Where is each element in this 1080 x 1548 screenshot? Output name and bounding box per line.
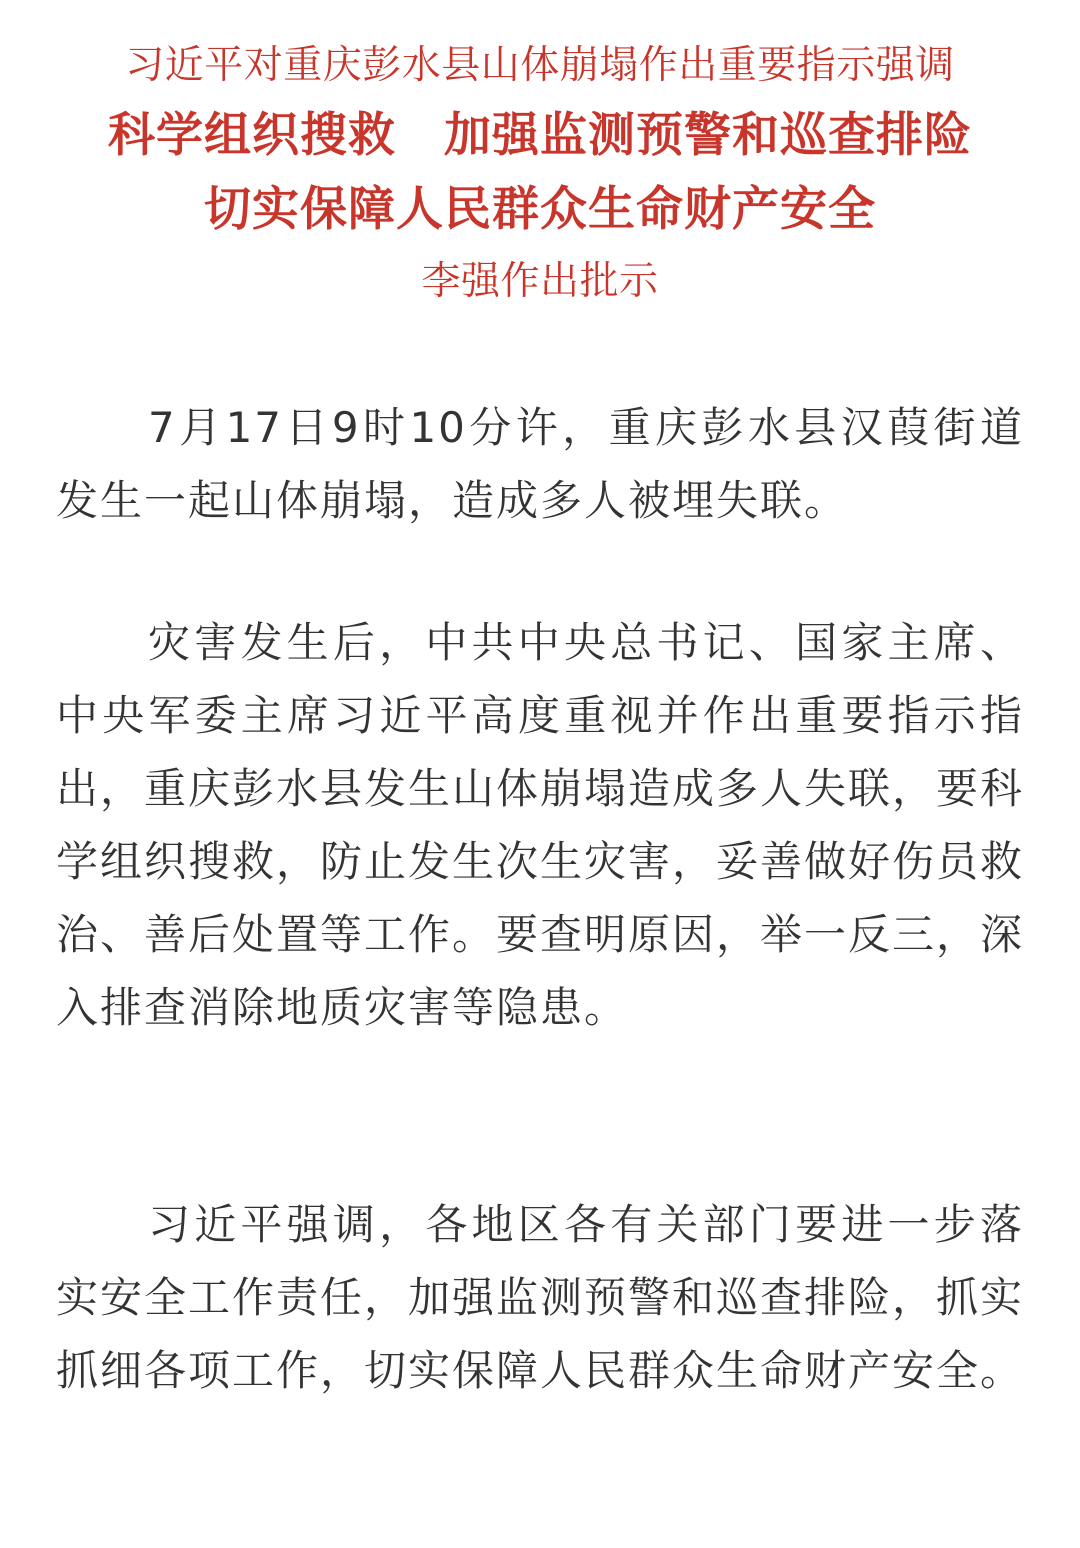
headline-kicker: 习近平对重庆彭水县山体崩塌作出重要指示强调 [125, 43, 955, 88]
article-paragraph-1-block [56, 391, 1024, 537]
headline-main-line-2: 切实保障人民群众生命财产安全 [204, 182, 876, 237]
article-paragraph: 灾害发生后，中共中央总书记、国家主席、中央军委主席习近平高度重视并作出重要指示指出，重庆彭水县发生山体崩塌造成多人失联，要科学组织搜救，防止发生次生灾害，妥善做好伤员救治、善后处置等工作。要查明原因，举一反三，深入排查消除地质灾害等隐患。 [56, 618, 1025, 1032]
headline-subhead: 李强作出批示 [421, 259, 659, 304]
article-paragraph-2-block [56, 606, 1024, 1044]
article-paragraph: 7月17日9时10分许，重庆彭水县汉葭街道发生一起山体崩塌，造成多人被埋失联。 [56, 403, 1024, 525]
headline-main-line-1: 科学组织搜救 加强监测预警和巡查排险 [108, 108, 972, 163]
article-paragraph-3-block [56, 1188, 1024, 1407]
article-paragraph: 习近平强调，各地区各有关部门要进一步落实安全工作责任，加强监测预警和巡查排险，抓实抓细各项工作，切实保障人民群众生命财产安全。 [56, 1200, 1025, 1395]
